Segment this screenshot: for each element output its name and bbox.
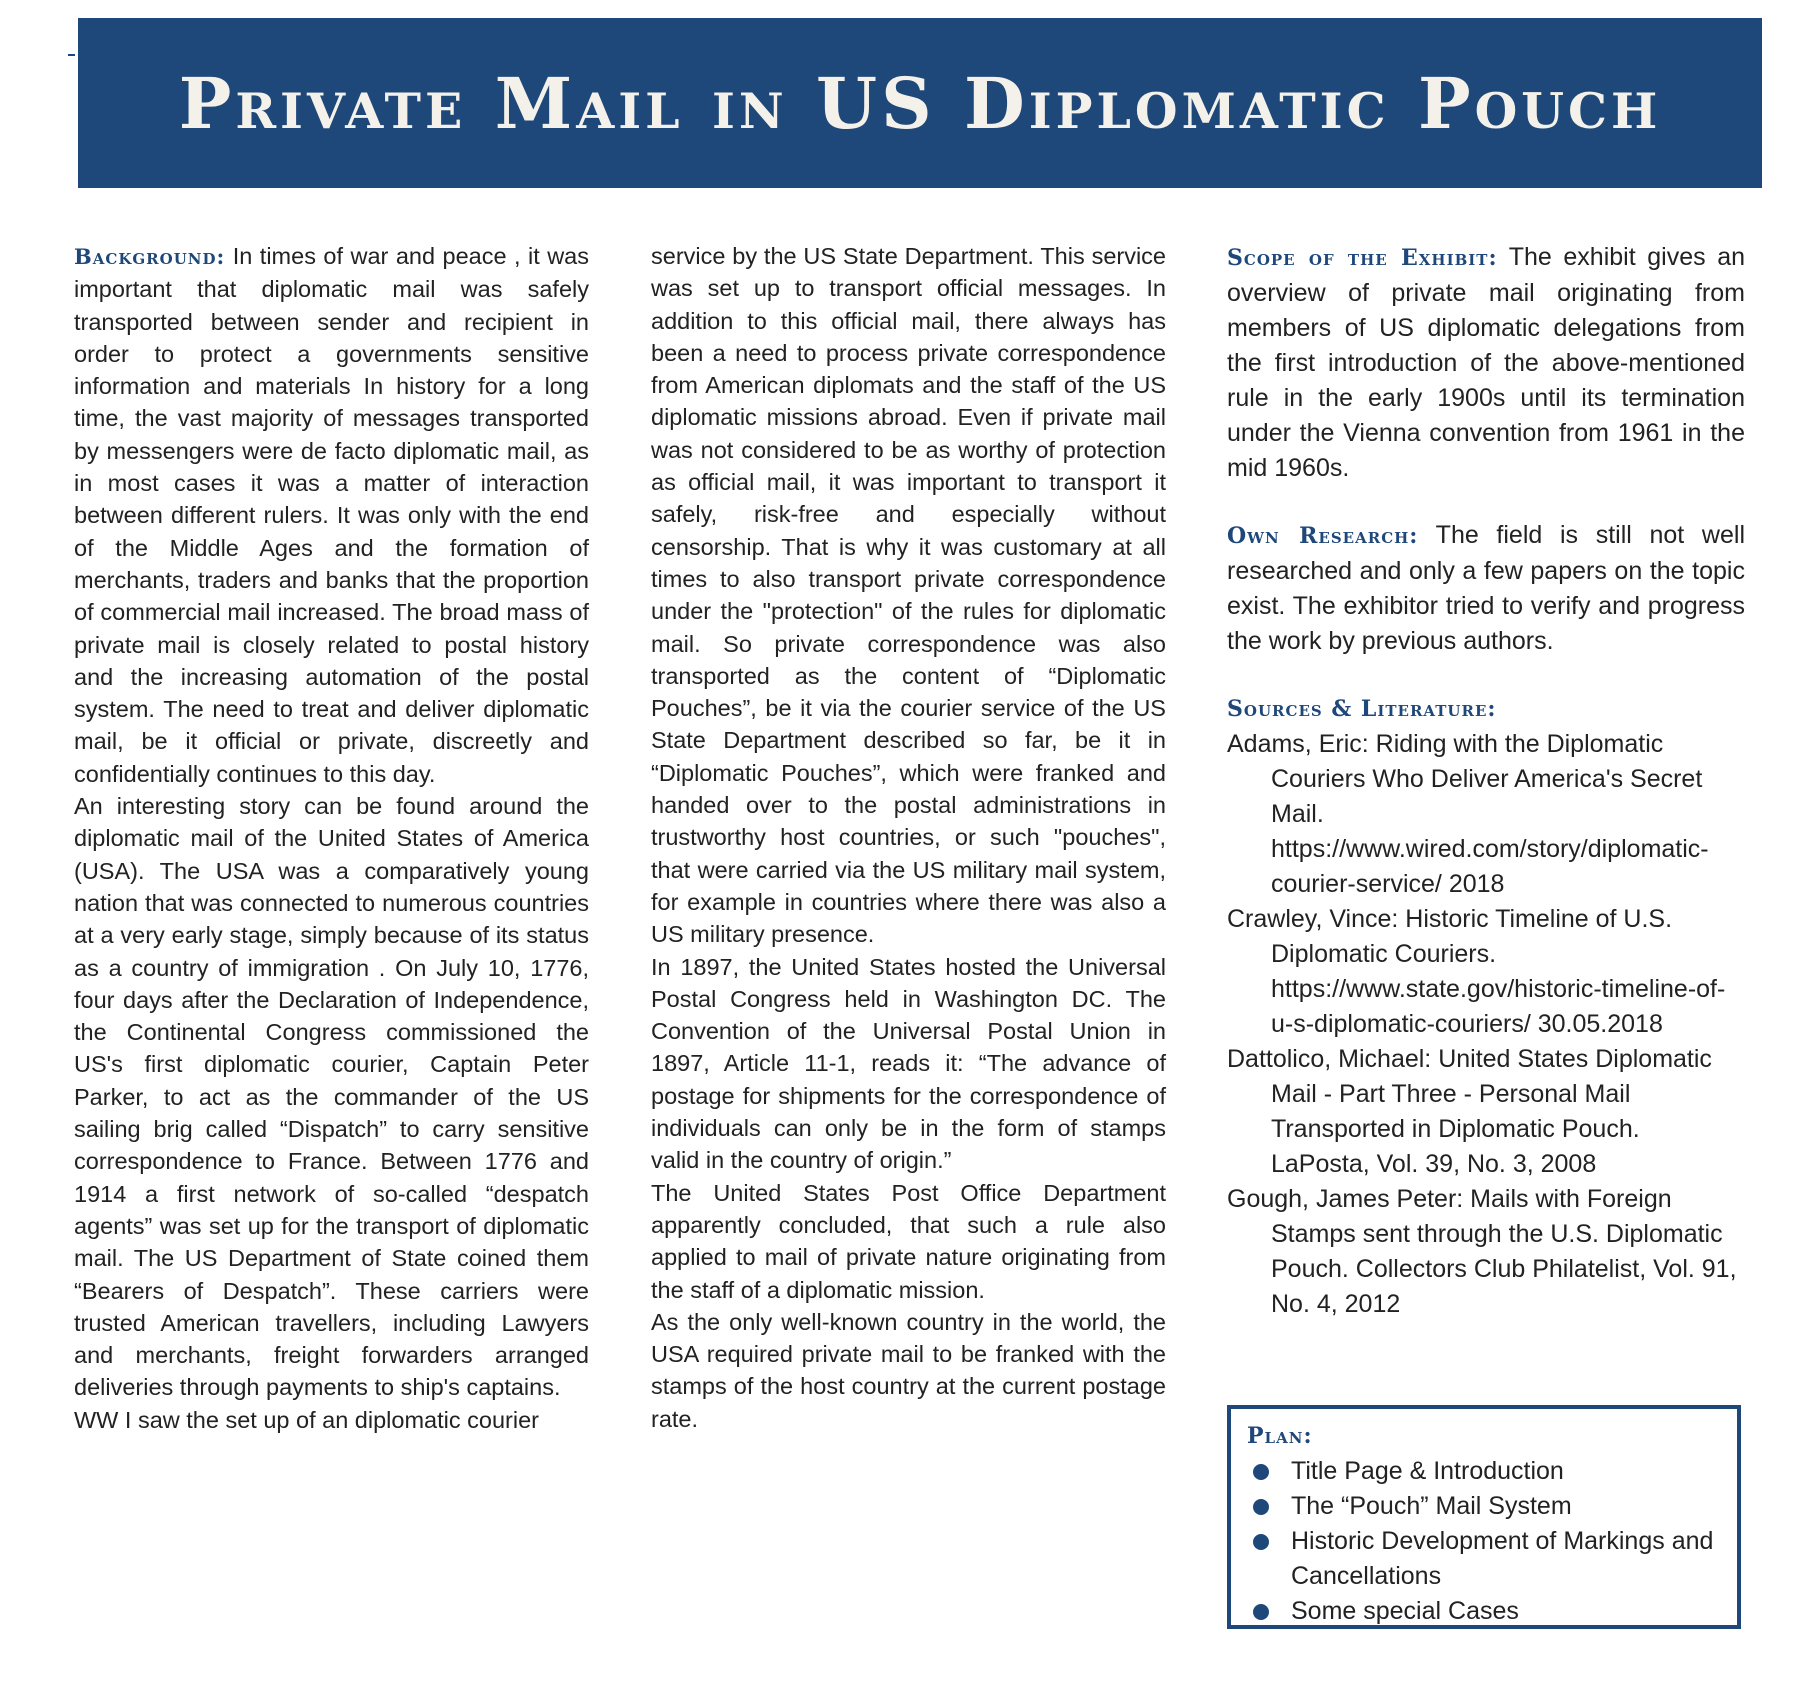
title-banner: [78, 18, 1762, 188]
scope-section: [1227, 240, 1745, 486]
middle-paragraph-4: As the only well-known country in the world, the USA required private mail to be franked with the stamps of the host country at the current postage rate.: [651, 1308, 1166, 1432]
column-background: [74, 240, 589, 1436]
plan-box: [1227, 1405, 1741, 1629]
bullet-icon: [1253, 1604, 1269, 1620]
research-heading: Own Research:: [1227, 523, 1419, 549]
source-item: Adams, Eric: Riding with the Diplomatic Couriers Who Deliver America's Secret Mail. https://www.wired.com/story/diplomatic-courier-service/ 2018: [1227, 730, 1709, 898]
bullet-icon: [1253, 1464, 1269, 1480]
plan-item: [1247, 1454, 1721, 1489]
source-item: Crawley, Vince: Historic Timeline of U.S. Diplomatic Couriers. https://www.state.gov/historic-timeline-of-u-s-diplomatic-couriers/ 30.05.2018: [1227, 905, 1726, 1038]
middle-paragraph-3: The United States Post Office Department apparently concluded, that such a rule also applied to mail of private nature originating from the staff of a diplomatic mission.: [651, 1179, 1166, 1303]
research-section: [1227, 518, 1745, 659]
plan-heading: Plan:: [1247, 1423, 1313, 1449]
plan-item: [1247, 1489, 1721, 1524]
scope-text: The exhibit gives an overview of private mail originating from members of US diplomatic delegations from the first introduction of the above-mentioned rule in the early 1900s until its termination under the Vienna convention from 1961 in the mid 1960s.: [1227, 243, 1745, 482]
column-middle: [651, 240, 1166, 1435]
source-item: Gough, James Peter: Mails with Foreign Stamps sent through the U.S. Diplomatic Pouch. Collectors Club Philatelist, Vol. 91, No. 4, 2012: [1227, 1185, 1737, 1318]
sources-heading: Sources & Literature:: [1227, 696, 1497, 722]
sources-section-heading: [1227, 691, 1745, 727]
spacer: [1227, 659, 1745, 691]
bullet-icon: [1253, 1499, 1269, 1515]
bullet-icon: [1253, 1534, 1269, 1550]
middle-paragraph-2: In 1897, the United States hosted the Universal Postal Congress held in Washington DC. The Convention of the Universal Postal Union in 1897, Article 11-1, reads it: “The advance of postage for shipments for the correspondence of individuals can only be in the form of stamps valid in the country of origin.”: [651, 953, 1166, 1174]
background-paragraph-1: [74, 240, 589, 790]
plan-item: [1247, 1524, 1721, 1594]
research-text: The field is still not well researched and only a few papers on the topic exist. The exhibitor tried to verify and progress the work by previous authors.: [1227, 521, 1745, 655]
edge-mark: [68, 54, 75, 56]
plan-item-label: Some special Cases: [1291, 1597, 1519, 1625]
background-paragraph-3: WW I saw the set up of an diplomatic courier: [74, 1406, 539, 1433]
background-paragraph-2: An interesting story can be found around the diplomatic mail of the United States of America (USA). The USA was a comparatively young nation that was connected to numerous countries at a very early stage, simply because of its status as a country of immigration . On July 10, 1776, four days after the Declaration of Independence, the Continental Congress commissioned the US's first diplomatic courier, Captain Peter Parker, to act as the commander of the US sailing brig called “Dispatch” to carry sensitive correspondence to France. Between 1776 and 1914 a first network of so-called “despatch agents” was set up for the transport of diplomatic mail. The US Department of State coined them “Bearers of Despatch”. These carriers were trusted American travellers, including Lawyers and merchants, freight forwarders arranged deliveries through payments to ship's captains.: [74, 793, 589, 1401]
plan-item: [1247, 1594, 1721, 1629]
background-text-1: In times of war and peace , it was important that diplomatic mail was safely transported between sender and recipient in order to protect a governments sensitive information and materials In history for a long time, the vast majority of messages transported by messengers were de facto diplomatic mail, as in most cases it was a matter of interaction between different rulers. It was only with the end of the Middle Ages and the formation of merchants, traders and banks that the proportion of commercial mail increased. The broad mass of private mail is closely related to postal history and the increasing automation of the postal system. The need to treat and deliver diplomatic mail, be it official or private, discreetly and confidentially continues to this day.: [74, 243, 589, 787]
background-heading: Background:: [74, 244, 226, 269]
source-item: Dattolico, Michael: United States Diplomatic Mail - Part Three - Personal Mail Transported in Diplomatic Pouch. LaPosta, Vol. 39, No. 3, 2008: [1227, 1045, 1712, 1178]
plan-list: [1247, 1454, 1721, 1629]
page-title: Private Mail in US Diplomatic Pouch: [178, 61, 1662, 145]
plan-item-label: Historic Development of Markings and Cancellations: [1291, 1527, 1714, 1590]
scope-heading: Scope of the Exhibit:: [1227, 245, 1498, 271]
plan-item-label: The “Pouch” Mail System: [1291, 1492, 1572, 1520]
spacer: [1227, 486, 1745, 518]
plan-item-label: Title Page & Introduction: [1291, 1457, 1564, 1485]
column-right: [1227, 240, 1745, 1322]
middle-paragraph-1: service by the US State Department. This service was set up to transport official messages. In addition to this official mail, there always has been a need to process private correspondence from American diplomats and the staff of the US diplomatic missions abroad. Even if private mail was not considered to be as worthy of protection as official mail, it was important to transport it safely, risk-free and especially without censorship. That is why it was customary at all times to also transport private correspondence under the "protection" of the rules for diplomatic mail. So private correspondence was also transported as the content of “Diplomatic Pouches”, be it via the courier service of the US State Department described so far, be it in “Diplomatic Pouches”, which were franked and handed over to the postal administrations in trustworthy host countries, or such "pouches", that were carried via the US military mail system, for example in countries where there was also a US military presence.: [651, 243, 1166, 948]
